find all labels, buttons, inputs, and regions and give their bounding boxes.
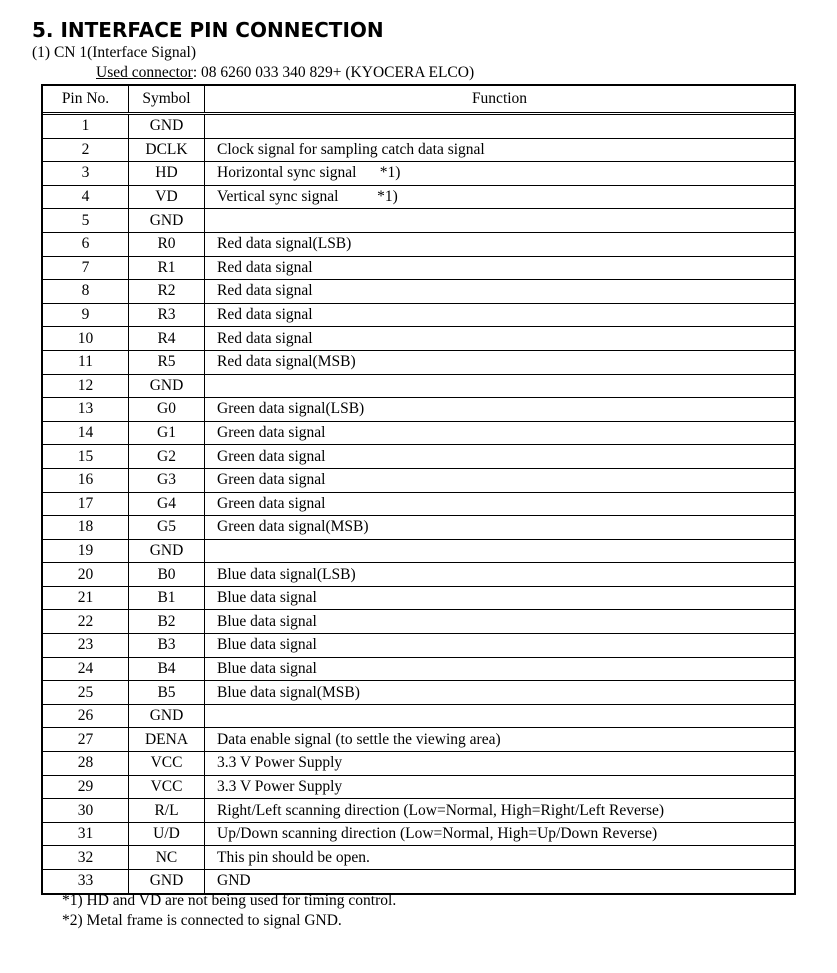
table-row bbox=[43, 775, 794, 799]
table-row bbox=[43, 681, 794, 705]
symbol-cell: HD bbox=[129, 162, 205, 186]
pin-cell: 7 bbox=[43, 256, 129, 280]
symbol-cell: G2 bbox=[129, 445, 205, 469]
table-row bbox=[43, 398, 794, 422]
function-cell: Blue data signal(MSB) bbox=[205, 681, 795, 705]
symbol-cell: R0 bbox=[129, 232, 205, 256]
table-row bbox=[43, 563, 794, 587]
symbol-cell: R4 bbox=[129, 327, 205, 351]
pin-cell: 18 bbox=[43, 516, 129, 540]
pin-cell: 25 bbox=[43, 681, 129, 705]
symbol-cell: VD bbox=[129, 185, 205, 209]
pin-cell: 2 bbox=[43, 138, 129, 162]
symbol-cell: B4 bbox=[129, 657, 205, 681]
pin-cell: 12 bbox=[43, 374, 129, 398]
symbol-cell: R3 bbox=[129, 303, 205, 327]
function-cell: Red data signal bbox=[205, 256, 795, 280]
header-symbol: Symbol bbox=[129, 86, 205, 114]
function-cell: Green data signal bbox=[205, 468, 795, 492]
symbol-cell: G4 bbox=[129, 492, 205, 516]
pin-cell: 24 bbox=[43, 657, 129, 681]
table-row bbox=[43, 421, 794, 445]
function-cell: Red data signal(MSB) bbox=[205, 350, 795, 374]
table-row bbox=[43, 327, 794, 351]
pin-cell: 29 bbox=[43, 775, 129, 799]
connector-line bbox=[96, 64, 474, 82]
pin-cell: 1 bbox=[43, 114, 129, 139]
table-row bbox=[43, 162, 794, 186]
pin-cell: 20 bbox=[43, 563, 129, 587]
table-row bbox=[43, 114, 794, 139]
table-row bbox=[43, 822, 794, 846]
symbol-cell: R2 bbox=[129, 280, 205, 304]
function-cell: Blue data signal bbox=[205, 657, 795, 681]
table-row bbox=[43, 256, 794, 280]
function-cell bbox=[205, 539, 795, 563]
table-row bbox=[43, 232, 794, 256]
table-row bbox=[43, 445, 794, 469]
symbol-cell: G1 bbox=[129, 421, 205, 445]
function-cell: Red data signal bbox=[205, 303, 795, 327]
table-row bbox=[43, 516, 794, 540]
table-row bbox=[43, 539, 794, 563]
table-row bbox=[43, 492, 794, 516]
symbol-cell: VCC bbox=[129, 775, 205, 799]
table-row bbox=[43, 870, 794, 893]
table-row bbox=[43, 704, 794, 728]
table-row bbox=[43, 303, 794, 327]
table-row bbox=[43, 846, 794, 870]
table-row bbox=[43, 799, 794, 823]
function-cell: Horizontal sync signal *1) bbox=[205, 162, 795, 186]
pin-cell: 21 bbox=[43, 586, 129, 610]
function-cell: Red data signal(LSB) bbox=[205, 232, 795, 256]
pin-cell: 8 bbox=[43, 280, 129, 304]
symbol-cell: GND bbox=[129, 704, 205, 728]
table-row bbox=[43, 350, 794, 374]
pin-table bbox=[43, 86, 794, 893]
pin-table-frame bbox=[41, 84, 796, 895]
function-cell: Vertical sync signal *1) bbox=[205, 185, 795, 209]
function-cell: Data enable signal (to settle the viewing area) bbox=[205, 728, 795, 752]
function-cell: Up/Down scanning direction (Low=Normal, High=Up/Down Reverse) bbox=[205, 822, 795, 846]
pin-cell: 6 bbox=[43, 232, 129, 256]
function-cell: 3.3 V Power Supply bbox=[205, 775, 795, 799]
symbol-cell: R1 bbox=[129, 256, 205, 280]
symbol-cell: R/L bbox=[129, 799, 205, 823]
table-row bbox=[43, 634, 794, 658]
pin-cell: 3 bbox=[43, 162, 129, 186]
function-cell: This pin should be open. bbox=[205, 846, 795, 870]
pin-cell: 28 bbox=[43, 752, 129, 776]
pin-cell: 32 bbox=[43, 846, 129, 870]
symbol-cell: VCC bbox=[129, 752, 205, 776]
function-cell: Blue data signal bbox=[205, 610, 795, 634]
table-row bbox=[43, 138, 794, 162]
footnote-1: *1) HD and VD are not being used for timing control. bbox=[62, 892, 397, 909]
header-pin: Pin No. bbox=[43, 86, 129, 114]
symbol-cell: B5 bbox=[129, 681, 205, 705]
symbol-cell: B0 bbox=[129, 563, 205, 587]
function-cell: Green data signal bbox=[205, 445, 795, 469]
pin-cell: 10 bbox=[43, 327, 129, 351]
symbol-cell: U/D bbox=[129, 822, 205, 846]
pin-cell: 22 bbox=[43, 610, 129, 634]
symbol-cell: B3 bbox=[129, 634, 205, 658]
symbol-cell: G5 bbox=[129, 516, 205, 540]
footnotes bbox=[62, 891, 396, 931]
table-row bbox=[43, 586, 794, 610]
pin-cell: 15 bbox=[43, 445, 129, 469]
table-row bbox=[43, 209, 794, 233]
pin-cell: 9 bbox=[43, 303, 129, 327]
symbol-cell: DENA bbox=[129, 728, 205, 752]
table-row bbox=[43, 657, 794, 681]
function-cell: Blue data signal bbox=[205, 586, 795, 610]
function-cell: Green data signal bbox=[205, 492, 795, 516]
symbol-cell: G3 bbox=[129, 468, 205, 492]
pin-cell: 27 bbox=[43, 728, 129, 752]
function-cell: Green data signal(LSB) bbox=[205, 398, 795, 422]
pin-cell: 23 bbox=[43, 634, 129, 658]
table-row bbox=[43, 728, 794, 752]
pin-cell: 17 bbox=[43, 492, 129, 516]
function-cell: Blue data signal(LSB) bbox=[205, 563, 795, 587]
function-cell bbox=[205, 209, 795, 233]
function-cell: GND bbox=[205, 870, 795, 893]
header-function: Function bbox=[205, 86, 795, 114]
table-body bbox=[43, 114, 794, 893]
pin-cell: 16 bbox=[43, 468, 129, 492]
table-row bbox=[43, 280, 794, 304]
symbol-cell: DCLK bbox=[129, 138, 205, 162]
symbol-cell: G0 bbox=[129, 398, 205, 422]
connector-label: Used connector bbox=[96, 64, 193, 81]
subheading: (1) CN 1(Interface Signal) bbox=[32, 44, 196, 61]
pin-cell: 13 bbox=[43, 398, 129, 422]
pin-cell: 26 bbox=[43, 704, 129, 728]
function-cell: Clock signal for sampling catch data signal bbox=[205, 138, 795, 162]
table-row bbox=[43, 185, 794, 209]
footnote-2: *2) Metal frame is connected to signal GND. bbox=[62, 912, 342, 929]
symbol-cell: GND bbox=[129, 870, 205, 893]
function-cell bbox=[205, 374, 795, 398]
pin-cell: 14 bbox=[43, 421, 129, 445]
pin-cell: 4 bbox=[43, 185, 129, 209]
table-row bbox=[43, 610, 794, 634]
symbol-cell: B2 bbox=[129, 610, 205, 634]
function-cell: Red data signal bbox=[205, 280, 795, 304]
function-cell: Green data signal bbox=[205, 421, 795, 445]
symbol-cell: GND bbox=[129, 209, 205, 233]
pin-cell: 33 bbox=[43, 870, 129, 893]
connector-value: : 08 6260 033 340 829+ (KYOCERA ELCO) bbox=[192, 64, 475, 81]
symbol-cell: NC bbox=[129, 846, 205, 870]
function-cell: Red data signal bbox=[205, 327, 795, 351]
function-cell bbox=[205, 704, 795, 728]
pin-cell: 5 bbox=[43, 209, 129, 233]
function-cell: Blue data signal bbox=[205, 634, 795, 658]
pin-cell: 31 bbox=[43, 822, 129, 846]
section-title: 5. INTERFACE PIN CONNECTION bbox=[32, 18, 384, 42]
table-row bbox=[43, 752, 794, 776]
table-row bbox=[43, 468, 794, 492]
function-cell: 3.3 V Power Supply bbox=[205, 752, 795, 776]
symbol-cell: GND bbox=[129, 374, 205, 398]
function-cell: Green data signal(MSB) bbox=[205, 516, 795, 540]
symbol-cell: R5 bbox=[129, 350, 205, 374]
function-cell bbox=[205, 114, 795, 139]
table-row bbox=[43, 374, 794, 398]
symbol-cell: B1 bbox=[129, 586, 205, 610]
symbol-cell: GND bbox=[129, 539, 205, 563]
function-cell: Right/Left scanning direction (Low=Normal, High=Right/Left Reverse) bbox=[205, 799, 795, 823]
pin-cell: 19 bbox=[43, 539, 129, 563]
table-header-row bbox=[43, 86, 794, 114]
symbol-cell: GND bbox=[129, 114, 205, 139]
pin-cell: 30 bbox=[43, 799, 129, 823]
pin-cell: 11 bbox=[43, 350, 129, 374]
